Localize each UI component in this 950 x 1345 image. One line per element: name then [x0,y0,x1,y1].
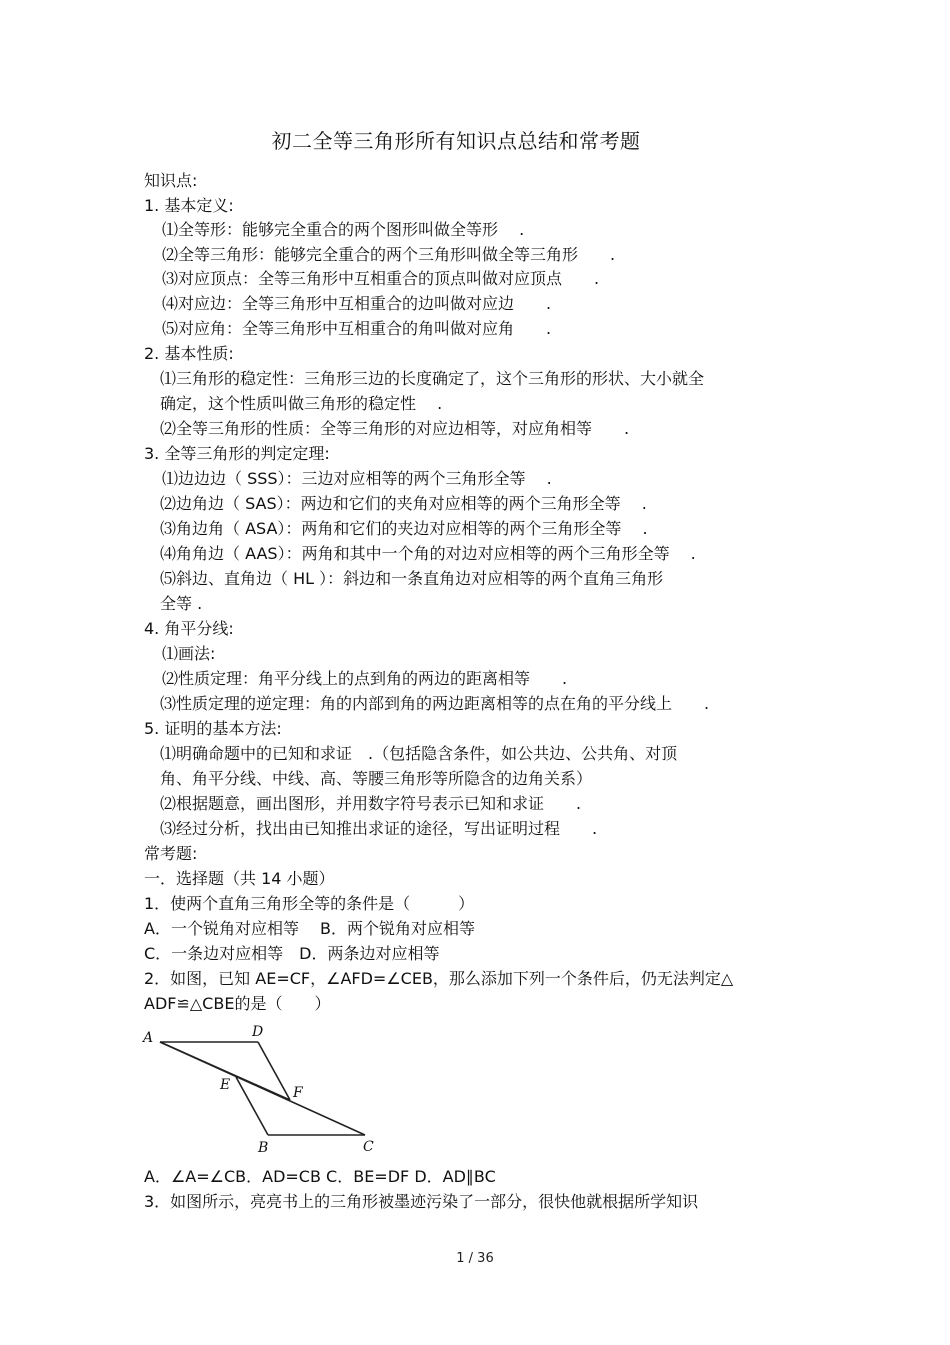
text-line: ⑵全等三角形的性质：全等三角形的对应边相等，对应角相等 . [160,419,630,438]
point-label-f: F [293,1085,303,1101]
point-label-e: E [220,1077,231,1093]
page-number: 1 / 36 [456,1251,494,1266]
text-line: ⑶性质定理的逆定理：角的内部到角的两边距离相等的点在角的平分线上 . [160,694,710,713]
text-line: ⑴全等形：能够完全重合的两个图形叫做全等形 . [162,220,525,239]
text-line: 2. 基本性质: [144,344,234,363]
text-line: ⑴画法: [162,644,216,663]
point-label-a: A [143,1030,154,1046]
text-line: 确定，这个性质叫做三角形的稳定性 . [160,394,443,413]
text-line: C．一条边对应相等 D．两条边对应相等 [144,944,440,963]
text-line: ⑸斜边、直角边（ HL ）：斜边和一条直角边对应相等的两个直角三角形 [160,569,664,588]
text-line: 1．使两个直角三角形全等的条件是（ ） [144,894,475,913]
text-line: ADF≌△CBE的是（ ） [144,994,331,1013]
text-line: ⑸对应角：全等三角形中互相重合的角叫做对应角 . [162,319,552,338]
text-line: ⑷角角边（ AAS）：两角和其中一个角的对边对应相等的两个三角形全等 . [160,544,696,563]
text-line: 一．选择题（共 14 小题） [144,869,335,888]
text-line: ⑴三角形的稳定性：三角形三边的长度确定了，这个三角形的形状、大小就全 [160,369,705,388]
text-line: ⑵根据题意，画出图形，并用数字符号表示已知和求证 . [160,794,582,813]
text-line: ⑵性质定理：角平分线上的点到角的两边的距离相等 . [162,669,568,688]
text-line: 3．如图所示，亮亮书上的三角形被墨迹污染了一部分，很快他就根据所学知识 [144,1192,699,1211]
text-line: ⑶角边角（ ASA）：两角和它们的夹边对应相等的两个三角形全等 . [160,519,648,538]
text-line: ⑵全等三角形：能够完全重合的两个三角形叫做全等三角形 . [162,245,616,264]
text-line: 角、角平分线、中线、高、等腰三角形等所隐含的边角关系） [160,769,593,788]
page-title: 初二全等三角形所有知识点总结和常考题 [271,129,641,153]
text-line: A．∠A=∠CB．AD=CB C．BE=DF D．AD∥BC [144,1167,496,1186]
text-line: ⑵边角边（ SAS）：两边和它们的夹角对应相等的两个三角形全等 . [160,494,647,513]
text-line: 全等 . [160,594,203,613]
segment-df [258,1042,290,1100]
text-line: 4. 角平分线: [144,619,234,638]
text-line: 1. 基本定义: [144,196,234,215]
text-line: 知识点: [144,171,198,190]
point-label-b: B [258,1140,269,1155]
point-label-d: D [252,1024,264,1040]
text-line: 3. 全等三角形的判定定理: [144,444,330,463]
point-label-c: C [363,1139,374,1155]
text-line: 常考题: [144,844,198,863]
text-line: ⑴边边边（ SSS）：三边对应相等的两个三角形全等 . [162,469,552,488]
text-line: 2．如图，已知 AE=CF，∠AFD=∠CEB，那么添加下列一个条件后，仍无法判定△ [144,969,734,988]
text-line: ⑶经过分析，找出由已知推出求证的途径，写出证明过程 . [160,819,598,838]
geometry-figure [140,1020,380,1155]
text-line: ⑶对应顶点：全等三角形中互相重合的顶点叫做对应顶点 . [162,269,600,288]
segment-eb [236,1077,268,1135]
text-line: ⑷对应边：全等三角形中互相重合的边叫做对应边 . [162,294,552,313]
text-line: 5. 证明的基本方法: [144,719,282,738]
text-line: A．一个锐角对应相等 B．两个锐角对应相等 [144,919,476,938]
text-line: ⑴明确命题中的已知和求证 .（包括隐含条件，如公共边、公共角、对顶 [160,744,678,763]
